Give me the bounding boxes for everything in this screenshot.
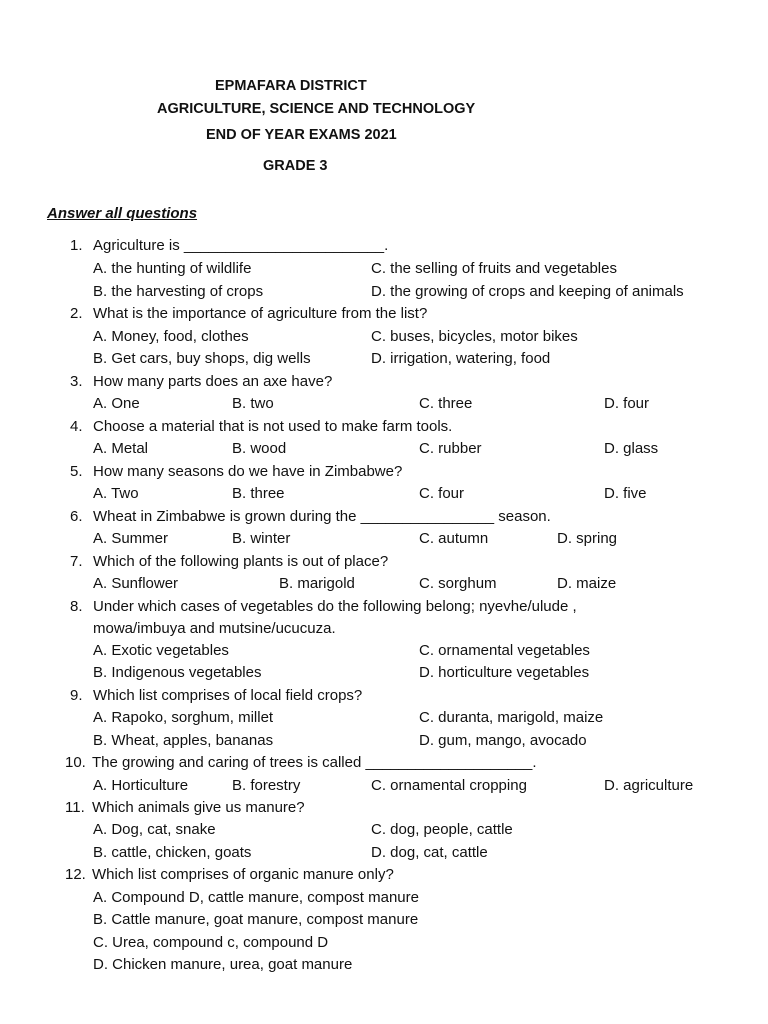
question-text: Which list comprises of organic manure only? bbox=[92, 866, 394, 883]
district-title: EPMAFARA DISTRICT bbox=[215, 78, 367, 94]
option: B. winter bbox=[232, 530, 291, 547]
option: C. autumn bbox=[419, 530, 489, 547]
grade-title: GRADE 3 bbox=[263, 158, 328, 174]
option: C. the selling of fruits and vegetables bbox=[371, 260, 617, 277]
option: A. Horticulture bbox=[93, 777, 189, 794]
option: C. buses, bicycles, motor bikes bbox=[371, 328, 578, 345]
option: D. agriculture bbox=[604, 777, 694, 794]
option: B. three bbox=[232, 485, 285, 502]
option: B. cattle, chicken, goats bbox=[93, 844, 252, 861]
question-number: 9. bbox=[70, 687, 83, 704]
question-text: Which of the following plants is out of place? bbox=[93, 553, 389, 570]
question-number: 10. bbox=[65, 754, 86, 771]
question-number: 12. bbox=[65, 866, 86, 883]
option: B. forestry bbox=[232, 777, 301, 794]
question-number: 6. bbox=[70, 508, 83, 525]
option: D. glass bbox=[604, 440, 659, 457]
option: A. the hunting of wildlife bbox=[93, 260, 252, 277]
instruction: Answer all questions bbox=[47, 205, 198, 222]
option: C. Urea, compound c, compound D bbox=[93, 934, 329, 951]
option: B. Get cars, buy shops, dig wells bbox=[93, 350, 311, 367]
option: A. Exotic vegetables bbox=[93, 642, 229, 659]
option: D. dog, cat, cattle bbox=[371, 844, 488, 861]
question-text: Which list comprises of local field crops? bbox=[93, 687, 363, 704]
question-number: 11. bbox=[65, 799, 85, 816]
option: A. Sunflower bbox=[93, 575, 179, 592]
option: A. Money, food, clothes bbox=[93, 328, 249, 345]
option: A. Compound D, cattle manure, compost manure bbox=[93, 889, 419, 906]
question-number: 3. bbox=[70, 373, 83, 390]
question-text: How many seasons do we have in Zimbabwe? bbox=[93, 463, 403, 480]
option: B. Indigenous vegetables bbox=[93, 664, 262, 681]
option: A. Two bbox=[93, 485, 139, 502]
exam-title: END OF YEAR EXAMS 2021 bbox=[206, 127, 397, 143]
option: C. sorghum bbox=[419, 575, 497, 592]
option: D. irrigation, watering, food bbox=[371, 350, 551, 367]
option: C. rubber bbox=[419, 440, 482, 457]
option: B. marigold bbox=[279, 575, 355, 592]
question-number: 8. bbox=[70, 598, 83, 615]
option: C. duranta, marigold, maize bbox=[419, 709, 604, 726]
question-text-continued: mowa/imbuya and mutsine/ucucuza. bbox=[93, 620, 336, 637]
option: D. four bbox=[604, 395, 650, 412]
option: D. horticulture vegetables bbox=[419, 664, 590, 681]
question-text: Agriculture is ________________________. bbox=[93, 237, 389, 254]
option: C. three bbox=[419, 395, 473, 412]
option: C. four bbox=[419, 485, 465, 502]
option: D. Chicken manure, urea, goat manure bbox=[93, 956, 353, 973]
question-number: 1. bbox=[70, 237, 83, 254]
option: D. gum, mango, avocado bbox=[419, 732, 587, 749]
option: B. wood bbox=[232, 440, 287, 457]
option: A. One bbox=[93, 395, 140, 412]
question-number: 4. bbox=[70, 418, 83, 435]
option: C. ornamental vegetables bbox=[419, 642, 590, 659]
question-number: 7. bbox=[70, 553, 83, 570]
option: D. spring bbox=[557, 530, 618, 547]
option: C. ornamental cropping bbox=[371, 777, 527, 794]
option: D. the growing of crops and keeping of animals bbox=[371, 283, 684, 300]
question-text: What is the importance of agriculture from the list? bbox=[93, 305, 428, 322]
option: A. Summer bbox=[93, 530, 169, 547]
option: B. two bbox=[232, 395, 274, 412]
option: C. dog, people, cattle bbox=[371, 821, 513, 838]
question-number: 2. bbox=[70, 305, 83, 322]
option: B. the harvesting of crops bbox=[93, 283, 264, 300]
option: D. five bbox=[604, 485, 647, 502]
option: A. Rapoko, sorghum, millet bbox=[93, 709, 274, 726]
question-text: Wheat in Zimbabwe is grown during the ________________ season. bbox=[93, 508, 551, 525]
option: A. Metal bbox=[93, 440, 149, 457]
question-number: 5. bbox=[70, 463, 83, 480]
question-text: Which animals give us manure? bbox=[92, 799, 305, 816]
question-text: Choose a material that is not used to make farm tools. bbox=[93, 418, 453, 435]
subject-title: AGRICULTURE, SCIENCE AND TECHNOLOGY bbox=[157, 101, 476, 117]
option: A. Dog, cat, snake bbox=[93, 821, 216, 838]
option: D. maize bbox=[557, 575, 617, 592]
question-text: How many parts does an axe have? bbox=[93, 373, 333, 390]
question-text: Under which cases of vegetables do the following belong; nyevhe/ulude , bbox=[93, 598, 577, 615]
question-text: The growing and caring of trees is called ____________________. bbox=[92, 754, 537, 771]
option: B. Wheat, apples, bananas bbox=[93, 732, 274, 749]
option: B. Cattle manure, goat manure, compost manure bbox=[93, 911, 419, 928]
